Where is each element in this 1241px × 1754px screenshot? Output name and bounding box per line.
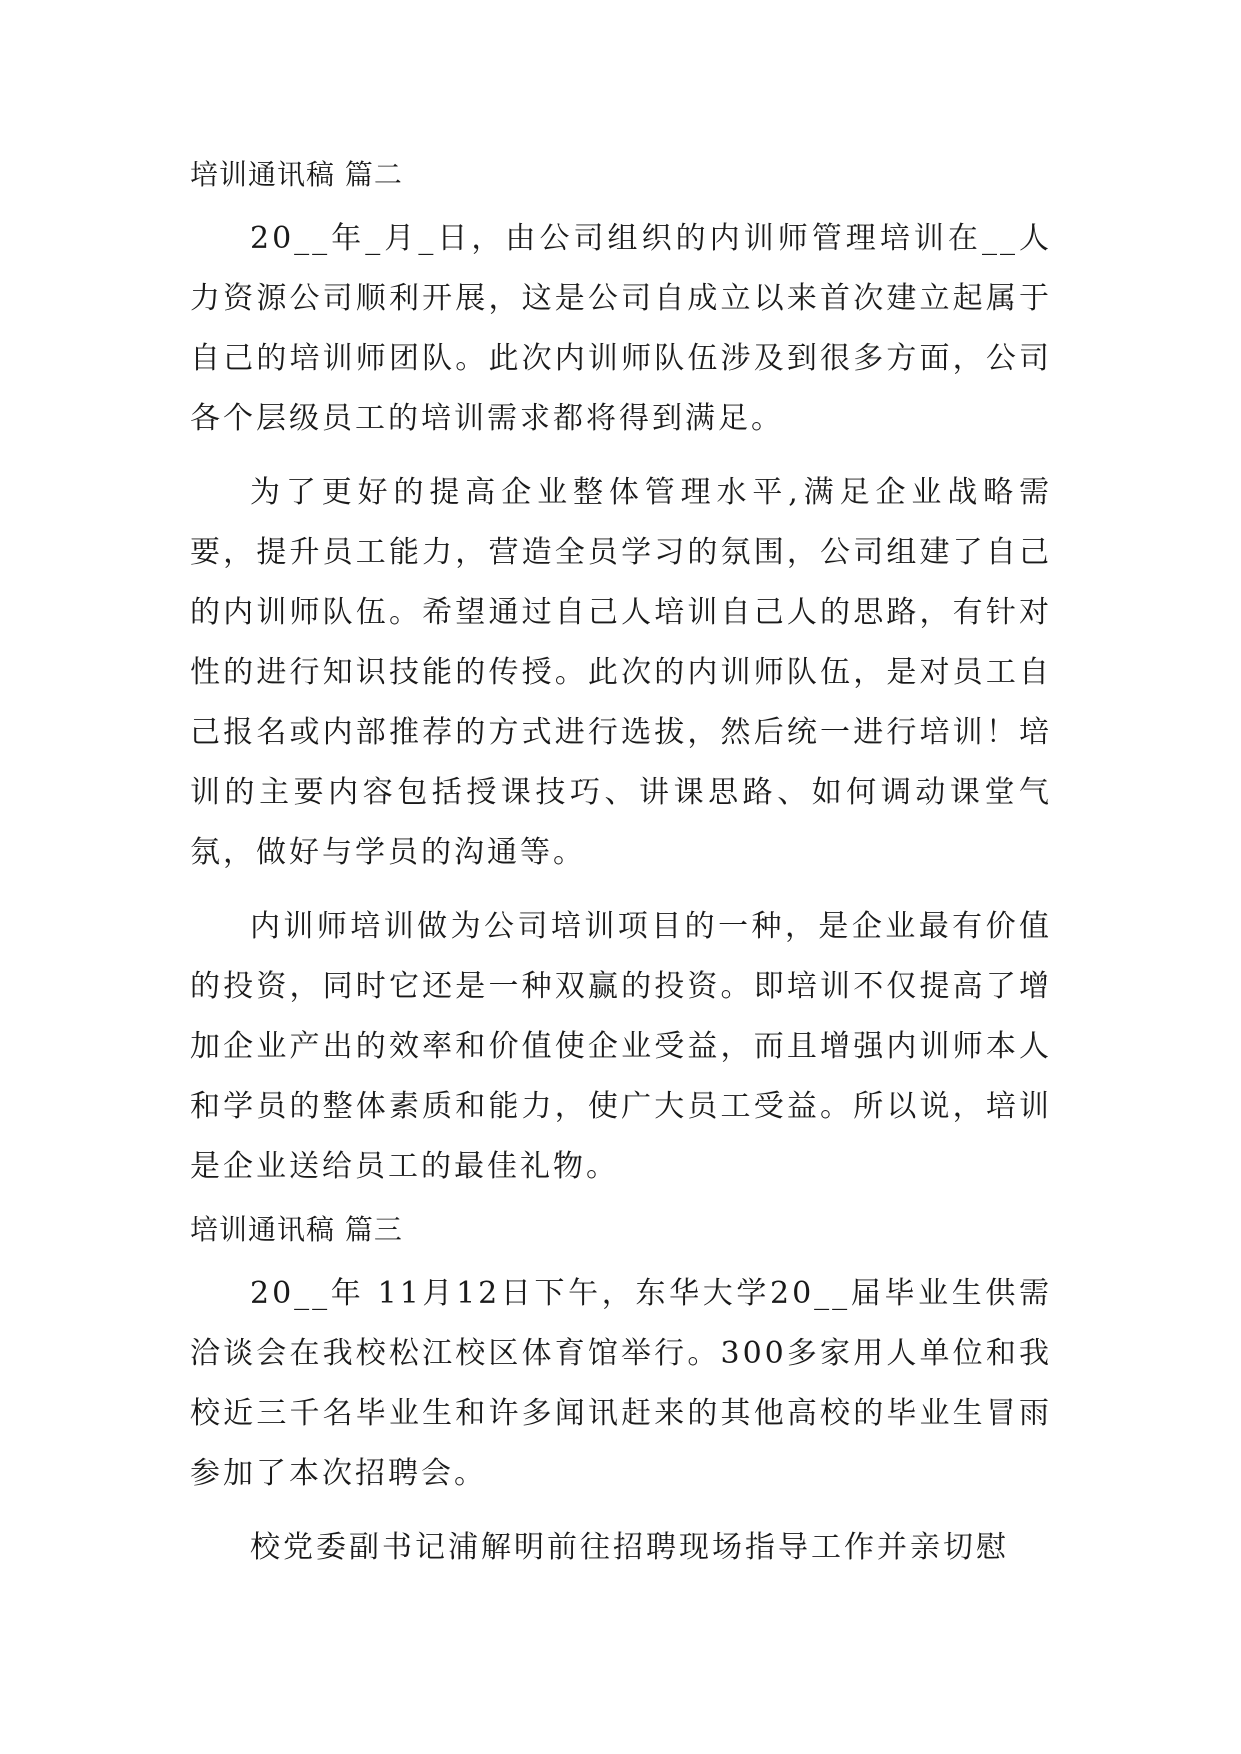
paragraph: 20__年_月_日，由公司组织的内训师管理培训在__人力资源公司顺利开展，这是公司自成立以来首次建立起属于自己的培训师团队。此次内训师队伍涉及到很多方面，公司各个层级员工的培训需求都将得到满足。 [190, 221, 1052, 436]
section-heading: 培训通讯稿 篇二 [190, 158, 403, 191]
paragraph: 校党委副书记浦解明前往招聘现场指导工作并亲切慰 [250, 1530, 1009, 1565]
paragraph: 20__年 11月12日下午，东华大学20__届毕业生供需洽谈会在我校松江校区体育馆举行。300多家用人单位和我校近三千名毕业生和许多闻讯赶来的其他高校的毕业生冒雨参加了本次招聘会。 [190, 1276, 1052, 1491]
paragraph: 内训师培训做为公司培训项目的一种，是企业最有价值的投资，同时它还是一种双赢的投资。即培训不仅提高了增加企业产出的效率和价值使企业受益，而且增强内训师本人和学员的整体素质和能力，使广大员工受益。所以说，培训是企业送给员工的最佳礼物。 [190, 909, 1052, 1184]
section-heading: 培训通讯稿 篇三 [190, 1213, 403, 1246]
paragraph: 为了更好的提高企业整体管理水平,满足企业战略需要，提升员工能力，营造全员学习的氛围，公司组建了自己的内训师队伍。希望通过自己人培训自己人的思路，有针对性的进行知识技能的传授。此次的内训师队伍，是对员工自己报名或内部推荐的方式进行选拔，然后统一进行培训！培训的主要内容包括授课技巧、讲课思路、如何调动课堂气氛，做好与学员的沟通等。 [190, 475, 1052, 870]
article-section-2 [190, 155, 1052, 1197]
article-section-3 [190, 1210, 1052, 1578]
